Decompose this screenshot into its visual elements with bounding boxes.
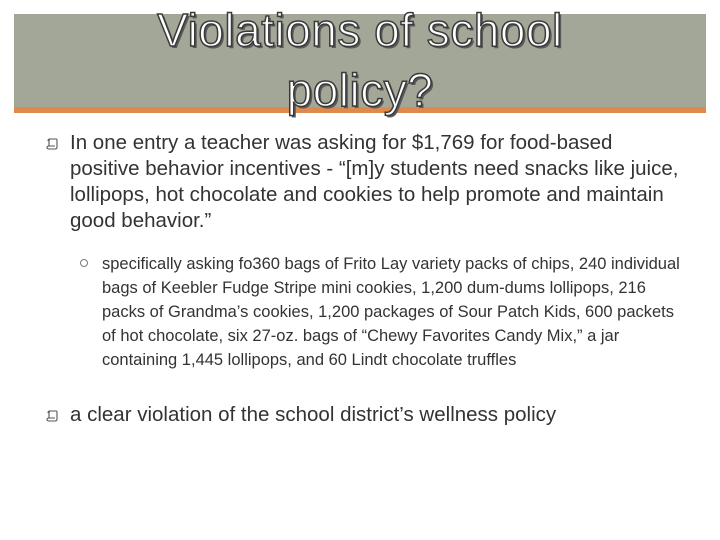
bullet-text: a clear violation of the school district’s wellness policy xyxy=(70,403,557,426)
bullet-item xyxy=(46,130,686,234)
circle-bullet-icon xyxy=(80,259,88,267)
slide-title xyxy=(14,0,706,120)
slide-title-line-2: policy? xyxy=(286,64,434,116)
sub-bullet-text: specifically asking fo360 bags of Frito Lay variety packs of chips, 240 individual bags of Keebler Fudge Stripe mini cookies, 1,200 dum-dums lollipops, 216 packs of Grandma’s cookies, 1,200 packages of Sour Patch Kids, 600 packets of hot chocolate, six 27-oz. bags of “Chewy Favorites Candy Mix,” a jar containing 1,445 lollipops, and 60 Lindt chocolate truffles xyxy=(102,255,680,369)
slide-title-line-1: Violations of school xyxy=(157,4,563,56)
scroll-bullet-icon xyxy=(46,138,58,150)
bullet-item xyxy=(46,402,686,428)
sub-bullet-item xyxy=(80,252,690,372)
bullet-text: In one entry a teacher was asking for $1,769 for food-based positive behavior incentives - “[m]y students need snacks like juice, lollipops, hot chocolate and cookies to help promote and maintain good behavior.” xyxy=(70,131,679,232)
scroll-bullet-icon xyxy=(46,410,58,422)
